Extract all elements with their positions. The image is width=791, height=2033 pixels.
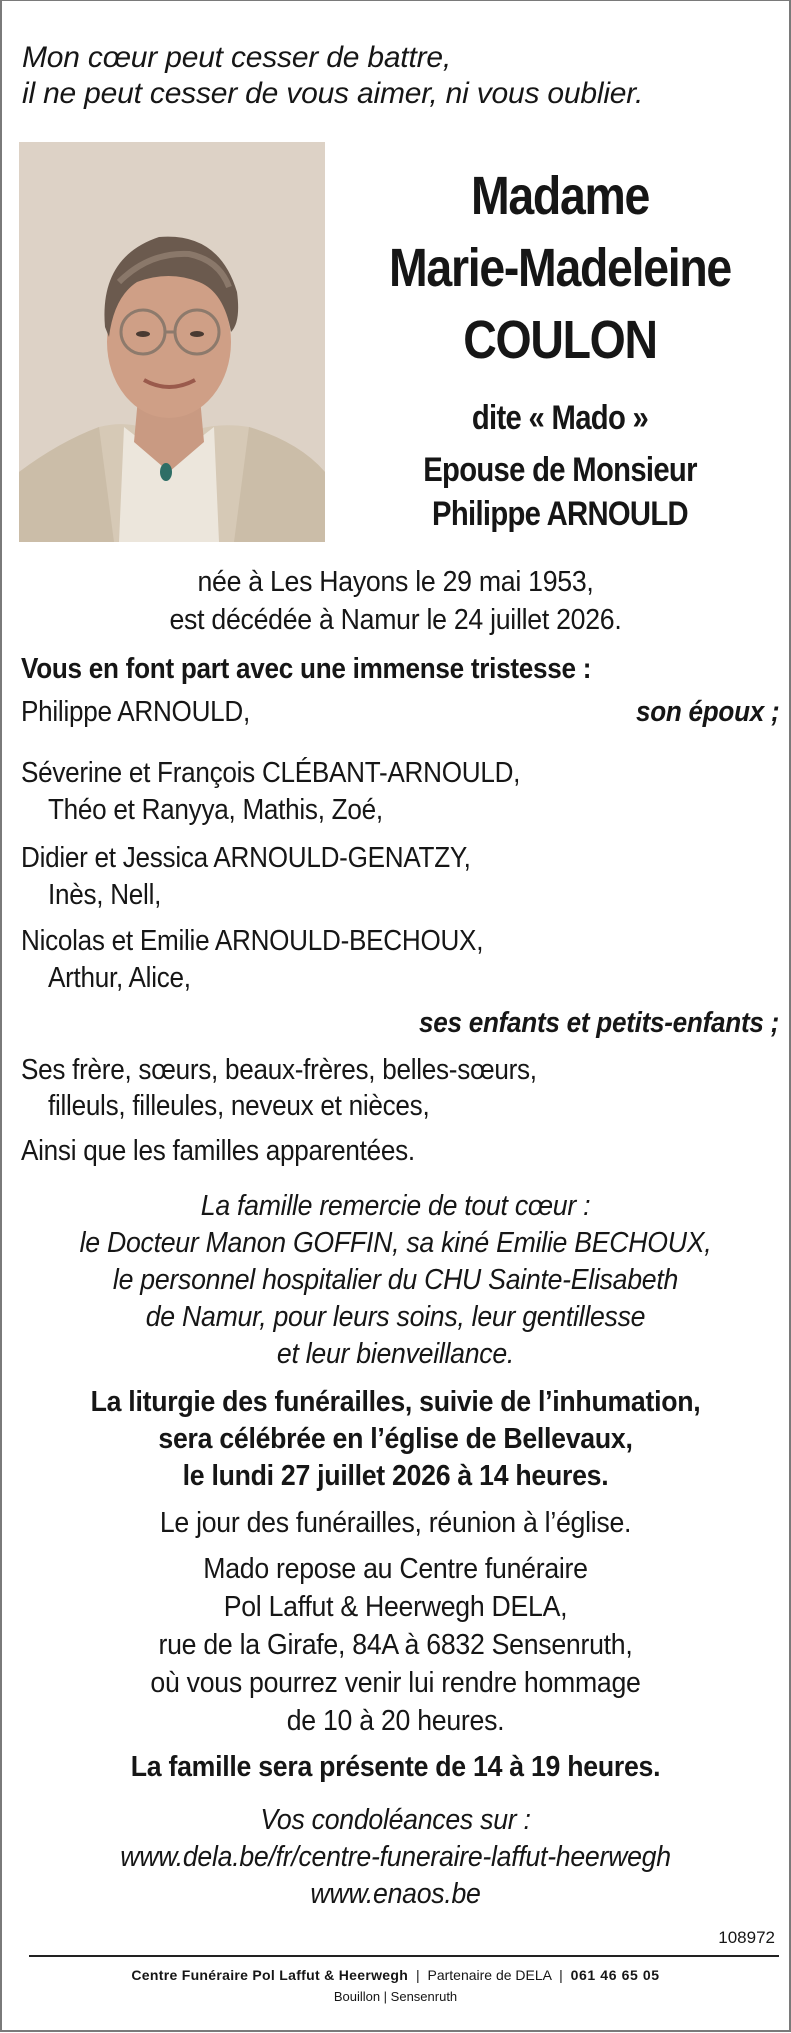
- footer-company: Centre Funéraire Pol Laffut & Heerwegh: [131, 1967, 409, 1983]
- announcement-heading: Vous en font part avec une immense tristesse :: [21, 653, 592, 685]
- deceased-surname: COULON: [463, 310, 657, 370]
- portrait-photo: [19, 142, 325, 542]
- siblings-line-2: filleuls, filleules, neveux et nièces,: [48, 1090, 430, 1122]
- spouse-line-2: Philippe ARNOULD: [432, 495, 688, 533]
- footer-phone[interactable]: 061 46 65 05: [570, 1967, 660, 1983]
- repose-line-3: rue de la Girafe, 84A à 6832 Sensenruth,: [158, 1629, 633, 1661]
- condolences-url-1[interactable]: www.dela.be/fr/centre-funeraire-laffut-heerwegh: [120, 1841, 671, 1873]
- thanks-line-1: La famille remercie de tout cœur :: [200, 1190, 591, 1222]
- footer-locations: Bouillon | Sensenruth: [333, 1989, 458, 2004]
- footer-separator-1: |: [415, 1967, 420, 1983]
- condolences-url-2[interactable]: www.enaos.be: [310, 1878, 481, 1910]
- thanks-line-4: de Namur, pour leurs soins, leur gentillesse: [145, 1301, 646, 1333]
- repose-line-5: de 10 à 20 heures.: [286, 1705, 505, 1737]
- death-line: est décédée à Namur le 24 juillet 2026.: [169, 604, 622, 636]
- thanks-line-5: et leur bienveillance.: [276, 1338, 515, 1370]
- spouse-line-1: Epouse de Monsieur: [423, 451, 697, 489]
- condolences-label: Vos condoléances sur :: [260, 1804, 531, 1836]
- spouse-role: son époux ;: [635, 696, 779, 728]
- epitaph-line-2: il ne peut cesser de vous aimer, ni vous oublier.: [22, 77, 644, 110]
- deceased-nickname: dite « Mado »: [471, 399, 649, 437]
- deceased-first-names: Marie-Madeleine: [389, 238, 731, 298]
- repose-line-1: Mado repose au Centre funéraire: [203, 1553, 588, 1585]
- funeral-line-2: sera célébrée en l’église de Bellevaux,: [158, 1423, 633, 1455]
- child-family-1-parents: Séverine et François CLÉBANT-ARNOULD,: [21, 757, 521, 789]
- family-present-line: La famille sera présente de 14 à 19 heures.: [130, 1751, 661, 1783]
- footer-divider: [29, 1955, 779, 1957]
- child-family-2-parents: Didier et Jessica ARNOULD-GENATZY,: [21, 842, 471, 874]
- funeral-line-3: le lundi 27 juillet 2026 à 14 heures.: [182, 1460, 609, 1492]
- child-family-3-kids: Arthur, Alice,: [48, 962, 191, 994]
- spouse-name: Philippe ARNOULD,: [21, 696, 250, 728]
- footer-partner: Partenaire de DELA: [427, 1967, 552, 1983]
- repose-line-2: Pol Laffut & Heerwegh DELA,: [223, 1591, 568, 1623]
- children-role: ses enfants et petits-enfants ;: [418, 1007, 779, 1039]
- child-family-3-parents: Nicolas et Emilie ARNOULD-BECHOUX,: [21, 925, 484, 957]
- footer-separator-2: |: [559, 1967, 563, 1983]
- funeral-line-1: La liturgie des funérailles, suivie de l’inhumation,: [90, 1386, 701, 1418]
- siblings-line-1: Ses frère, sœurs, beaux-frères, belles-sœurs,: [21, 1054, 537, 1086]
- deceased-title: Madame: [470, 166, 650, 226]
- footer-line-1: [2, 1967, 789, 1983]
- child-family-1-kids: Théo et Ranyya, Mathis, Zoé,: [48, 794, 383, 826]
- reference-number: 108972: [718, 1928, 775, 1947]
- thanks-line-3: le personnel hospitalier du CHU Sainte-Elisabeth: [112, 1264, 679, 1296]
- thanks-line-2: le Docteur Manon GOFFIN, sa kiné Emilie BECHOUX,: [79, 1227, 712, 1259]
- repose-line-4: où vous pourrez venir lui rendre hommage: [150, 1667, 641, 1699]
- families-line: Ainsi que les familles apparentées.: [21, 1135, 415, 1167]
- epitaph-line-1: Mon cœur peut cesser de battre,: [22, 41, 451, 74]
- child-family-2-kids: Inès, Nell,: [48, 879, 162, 911]
- birth-line: née à Les Hayons le 29 mai 1953,: [197, 566, 594, 598]
- meeting-line: Le jour des funérailles, réunion à l’église.: [159, 1507, 632, 1539]
